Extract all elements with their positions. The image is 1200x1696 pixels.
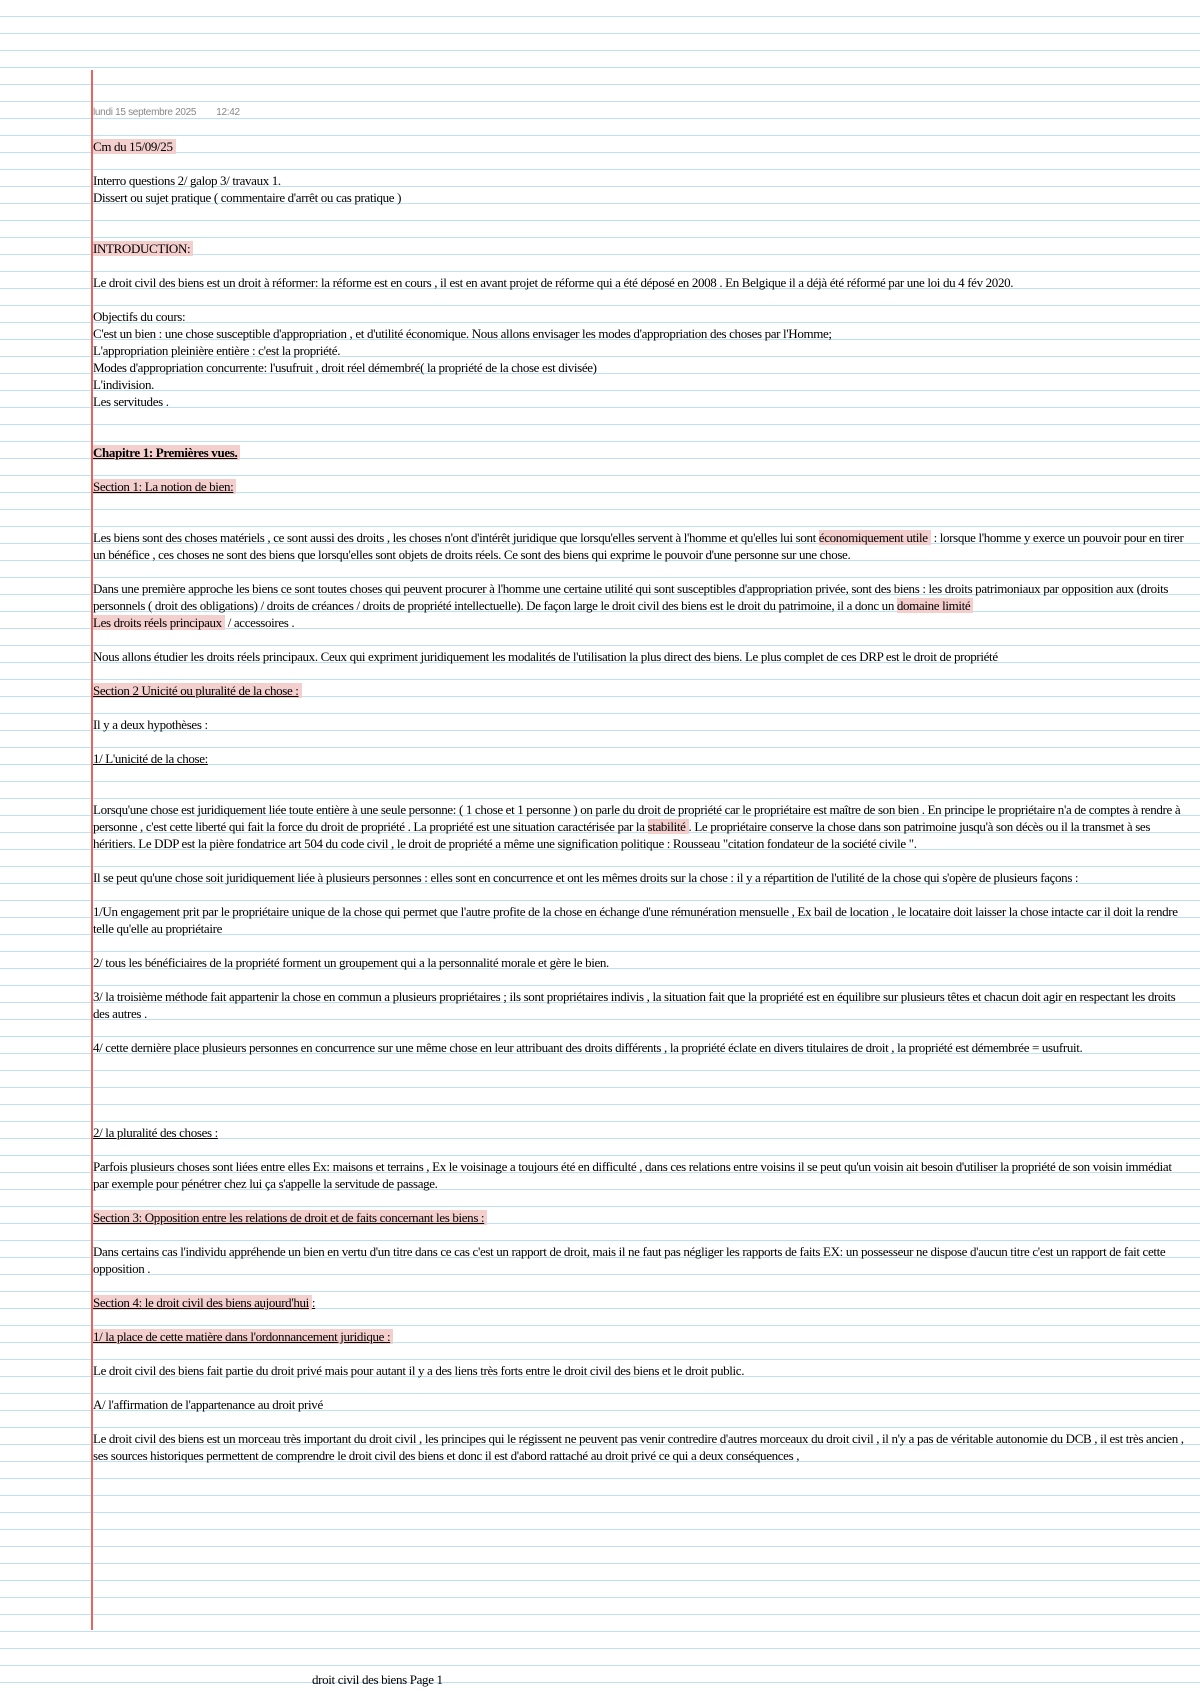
section-4-paragraph-2: Le droit civil des biens est un morceau très important du droit civil , les principes qui le régissent ne peuvent pas venir contredire d'autres morceaux du droit civil , il n'y a pas de véritable autonomie du DCB , il est très ancien , ses sources historiques permettent de comprendre le droit civil des biens et donc il est d'abord rattaché au droit privé ce qui a deux conséquences , bbox=[93, 1431, 1184, 1463]
highlight: stabilité bbox=[648, 819, 689, 834]
footer-page-number: Page 1 bbox=[409, 1672, 443, 1687]
section-1-paragraph-2: Dans une première approche les biens ce sont toutes choses qui peuvent procurer à l'homme une certaine utilité qui sont susceptibles d'appropriation privée, sont des biens : les droits patrimoniaux par opposition aux (droits personnels ( droit des obligations) / droits de créances / droits de propriété intellectuelle). De façon large le droit civil des biens est le droit du patrimoine, il a donc un domaine limité bbox=[93, 581, 1169, 613]
section-3-heading: Section 3: Opposition entre les relations de droit et de faits concernant les biens : bbox=[93, 1209, 1185, 1226]
subheading-unicity: 1/ L'unicité de la chose: bbox=[93, 751, 208, 766]
note-time: 12:42 bbox=[216, 107, 240, 118]
objectives-line: Modes d'appropriation concurrente: l'usufruit , droit réel démembré( la propriété de la chose est divisée) bbox=[93, 360, 597, 375]
subheading-a: A/ l'affirmation de l'appartenance au droit privé bbox=[93, 1397, 323, 1412]
intro-heading: INTRODUCTION: bbox=[93, 240, 1185, 257]
objectives-heading: Objectifs du cours: bbox=[93, 309, 186, 324]
method-2: 2/ tous les bénéficiaires de la propriété forment un groupement qui a la personnalité morale et gère le bien. bbox=[93, 955, 609, 970]
section-1-paragraph-3: Les droits réels principaux / accessoires . bbox=[93, 615, 295, 630]
highlight: Les droits réels principaux bbox=[93, 615, 225, 630]
section-1-heading: Section 1: La notion de bien: bbox=[93, 478, 1185, 495]
section-2-heading: Section 2 Unicité ou pluralité de la chose : bbox=[93, 682, 1185, 699]
objectives-line: L'indivision. bbox=[93, 377, 154, 392]
section-3-paragraph: Dans certains cas l'individu appréhende un bien en vertu d'un titre dans ce cas c'est un rapport de droit, mais il ne faut pas négliger les rapports de faits EX: un possesseur ne dispose d'aucun titre c'est un rapport de fait cette opposition . bbox=[93, 1244, 1166, 1276]
exam-info-line-1: Interro questions 2/ galop 3/ travaux 1. bbox=[93, 173, 281, 188]
page-footer bbox=[312, 1672, 443, 1688]
section-4-paragraph-1: Le droit civil des biens fait partie du droit privé mais pour autant il y a des liens très forts entre le droit civil des biens et le droit public. bbox=[93, 1363, 745, 1378]
section-1-paragraph-1: Les biens sont des choses matériels , ce sont aussi des droits , les choses n'ont d'intérêt juridique que lorsqu'elles servent à l'homme et qu'elles lui sont économiquement utile : lorsque l'homme y exerce un pouvoir pour en tirer un bénéfice , ces choses ne sont des biens que lorsqu'elles sont objets de droits réels. Ce sont des biens qui exprime le pouvoir d'une personne sur une chose. bbox=[93, 530, 1184, 562]
method-3: 3/ la troisième méthode fait appartenir la chose en commun a plusieurs propriétaires ; ils sont propriétaires indivis , la situation fait que la propriété est en équilibre sur plusieurs têtes et chacun doit agir en respectant les droits des autres . bbox=[93, 989, 1176, 1021]
note-metadata bbox=[93, 104, 1185, 121]
method-4: 4/ cette dernière place plusieurs personnes en concurrence sur une même chose en leur attribuant des droits différents , la propriété éclate en divers titulaires de droit , la propriété est démembrée = usufruit. bbox=[93, 1040, 1083, 1055]
method-1: 1/Un engagement prit par le propriétaire unique de la chose qui permet que l'autre profite de la chose en échange d'une rémunération mensuelle , Ex bail de location , le locataire doit laisser la chose intacte car il doit la rendre telle qu'elle au propriétaire bbox=[93, 904, 1178, 936]
highlight: économiquement utile bbox=[819, 530, 931, 545]
footer-section-name: droit civil des biens bbox=[312, 1672, 407, 1687]
unicity-paragraph: Lorsqu'une chose est juridiquement liée toute entière à une seule personne: ( 1 chose et 1 personne ) on parle du droit de propriété car le propriétaire est maître de son bien . En principe le propriétaire n'a de comptes à rendre à personne , c'est cette liberté qui fait la force du droit de propriété . La propriété est une situation caractérisée par la stabilité . Le propriétaire conserve la chose dans son patrimoine jusqu'à son décès ou il la transmet à ses héritiers. Le DDP est la pière fondatrice art 504 du code civil , le droit de propriété a même une signification politique : Rousseau "citation fondateur de la société civile ". bbox=[93, 802, 1181, 851]
objectives-line: L'appropriation pleinière entière : c'est la propriété. bbox=[93, 343, 341, 358]
note-page bbox=[93, 104, 1185, 1464]
objectives-line: C'est un bien : une chose susceptible d'appropriation , et d'utilité économique. Nous allons envisager les modes d'appropriation des choses par l'Homme; bbox=[93, 326, 832, 341]
subheading-plurality: 2/ la pluralité des choses : bbox=[93, 1125, 218, 1140]
objectives-line: Les servitudes . bbox=[93, 394, 169, 409]
chapter-1-heading: Chapitre 1: Premières vues. bbox=[93, 444, 1185, 461]
note-title[interactable]: Cm du 15/09/25 bbox=[93, 138, 1185, 155]
note-date: lundi 15 septembre 2025 bbox=[93, 107, 197, 118]
intro-paragraph: Le droit civil des biens est un droit à réformer: la réforme est en cours , il est en avant projet de réforme qui a été déposé en 2008 . En Belgique il a déjà été réformé par une loi du 4 fév 2020. bbox=[93, 275, 1014, 290]
section-4-subheading: 1/ la place de cette matière dans l'ordonnancement juridique : bbox=[93, 1328, 1185, 1345]
section-4-heading: Section 4: le droit civil des biens aujourd'hui : bbox=[93, 1295, 316, 1310]
highlight: domaine limité bbox=[897, 598, 973, 613]
plurality-persons-paragraph: Il se peut qu'une chose soit juridiquement liée à plusieurs personnes : elles sont en concurrence et ont les mêmes droits sur la chose : il y a répartition de l'utilité de la chose qui s'opère de plusieurs façons : bbox=[93, 870, 1079, 885]
exam-info-line-2: Dissert ou sujet pratique ( commentaire d'arrêt ou cas pratique ) bbox=[93, 190, 402, 205]
section-1-paragraph-4: Nous allons étudier les droits réels principaux. Ceux qui expriment juridiquement les modalités de l'utilisation la plus direct des biens. Le plus complet de ces DRP est le droit de propriété bbox=[93, 649, 998, 664]
plurality-paragraph: Parfois plusieurs choses sont liées entre elles Ex: maisons et terrains , Ex le voisinage a toujours été en difficulté , dans ces relations entre voisins il se peut qu'un voisin ait besoin d'utiliser la propriété de son voisin immédiat par exemple pour pénétrer chez lui ça s'appelle la servitude de passage. bbox=[93, 1159, 1172, 1191]
hypotheses-line: Il y a deux hypothèses : bbox=[93, 717, 208, 732]
